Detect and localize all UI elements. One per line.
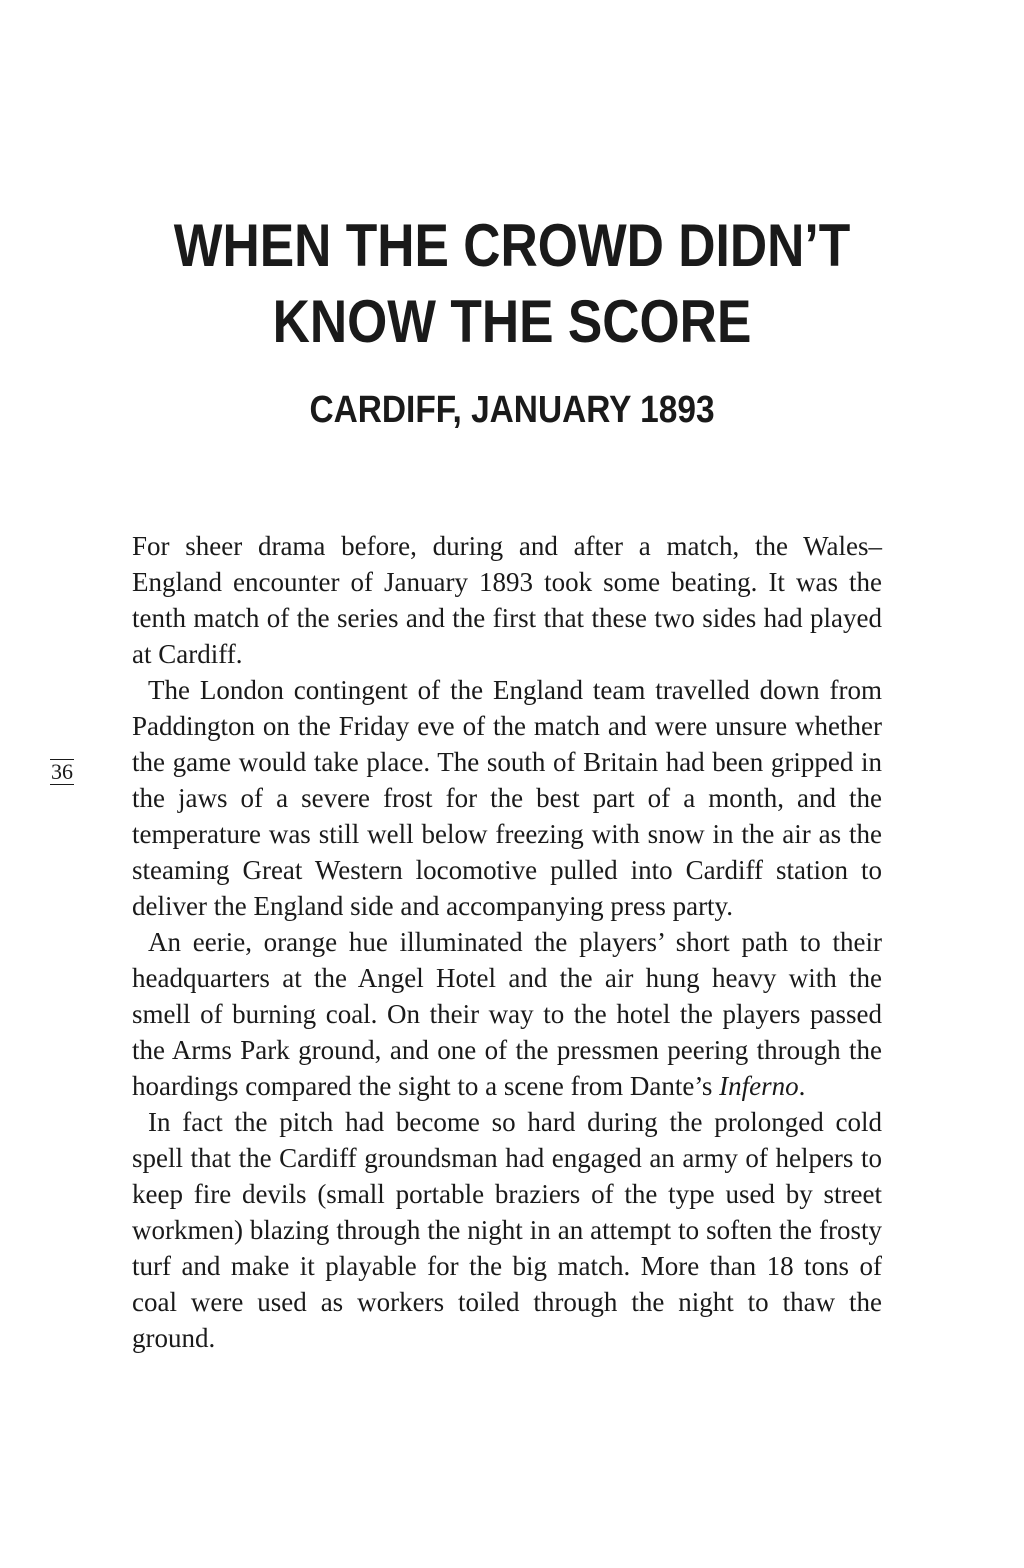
paragraph-3-end: .: [798, 1071, 806, 1101]
page-number: 36: [51, 759, 73, 784]
body-text: [132, 528, 882, 1356]
chapter-title-line-1: WHEN THE CROWD DIDN’T: [173, 212, 851, 279]
paragraph-3: [132, 924, 882, 1104]
chapter-subtitle: CARDIFF, JANUARY 1893: [309, 389, 715, 431]
paragraph-3-text: An eerie, orange hue illuminated the players’ short path to their headquarters at the Angel Hotel and the air hung heavy with the smell of burning coal. On their way to the hotel the players passed the Arms Park ground, and one of the pressmen peering through the hoardings compared the sight to a scene from Dante’s: [132, 927, 882, 1101]
paragraph-2: The London contingent of the England team travelled down from Paddington on the Friday eve of the match and were unsure whether the game would take place. The south of Britain had been gripped in the jaws of a severe frost for the best part of a month, and the temperature was still well below freezing with snow in the air as the steaming Great Western locomotive pulled into Cardiff station to deliver the England side and accompanying press party.: [132, 675, 882, 921]
paragraph-4: In fact the pitch had become so hard during the prolonged cold spell that the Cardiff groundsman had engaged an army of helpers to keep fire devils (small portable braziers of the type used by street workmen) blazing through the night in an attempt to soften the frosty turf and make it playable for the big match. More than 18 tons of coal were used as workers toiled through the night to thaw the ground.: [132, 1107, 882, 1353]
paragraph-1: For sheer drama before, during and after a match, the Wales–England encounter of January 1893 took some beating. It was the tenth match of the series and the first that these two sides had played at Cardiff.: [132, 531, 882, 669]
chapter-title-line-2: KNOW THE SCORE: [272, 288, 752, 355]
book-title-italic: Inferno: [719, 1071, 799, 1101]
